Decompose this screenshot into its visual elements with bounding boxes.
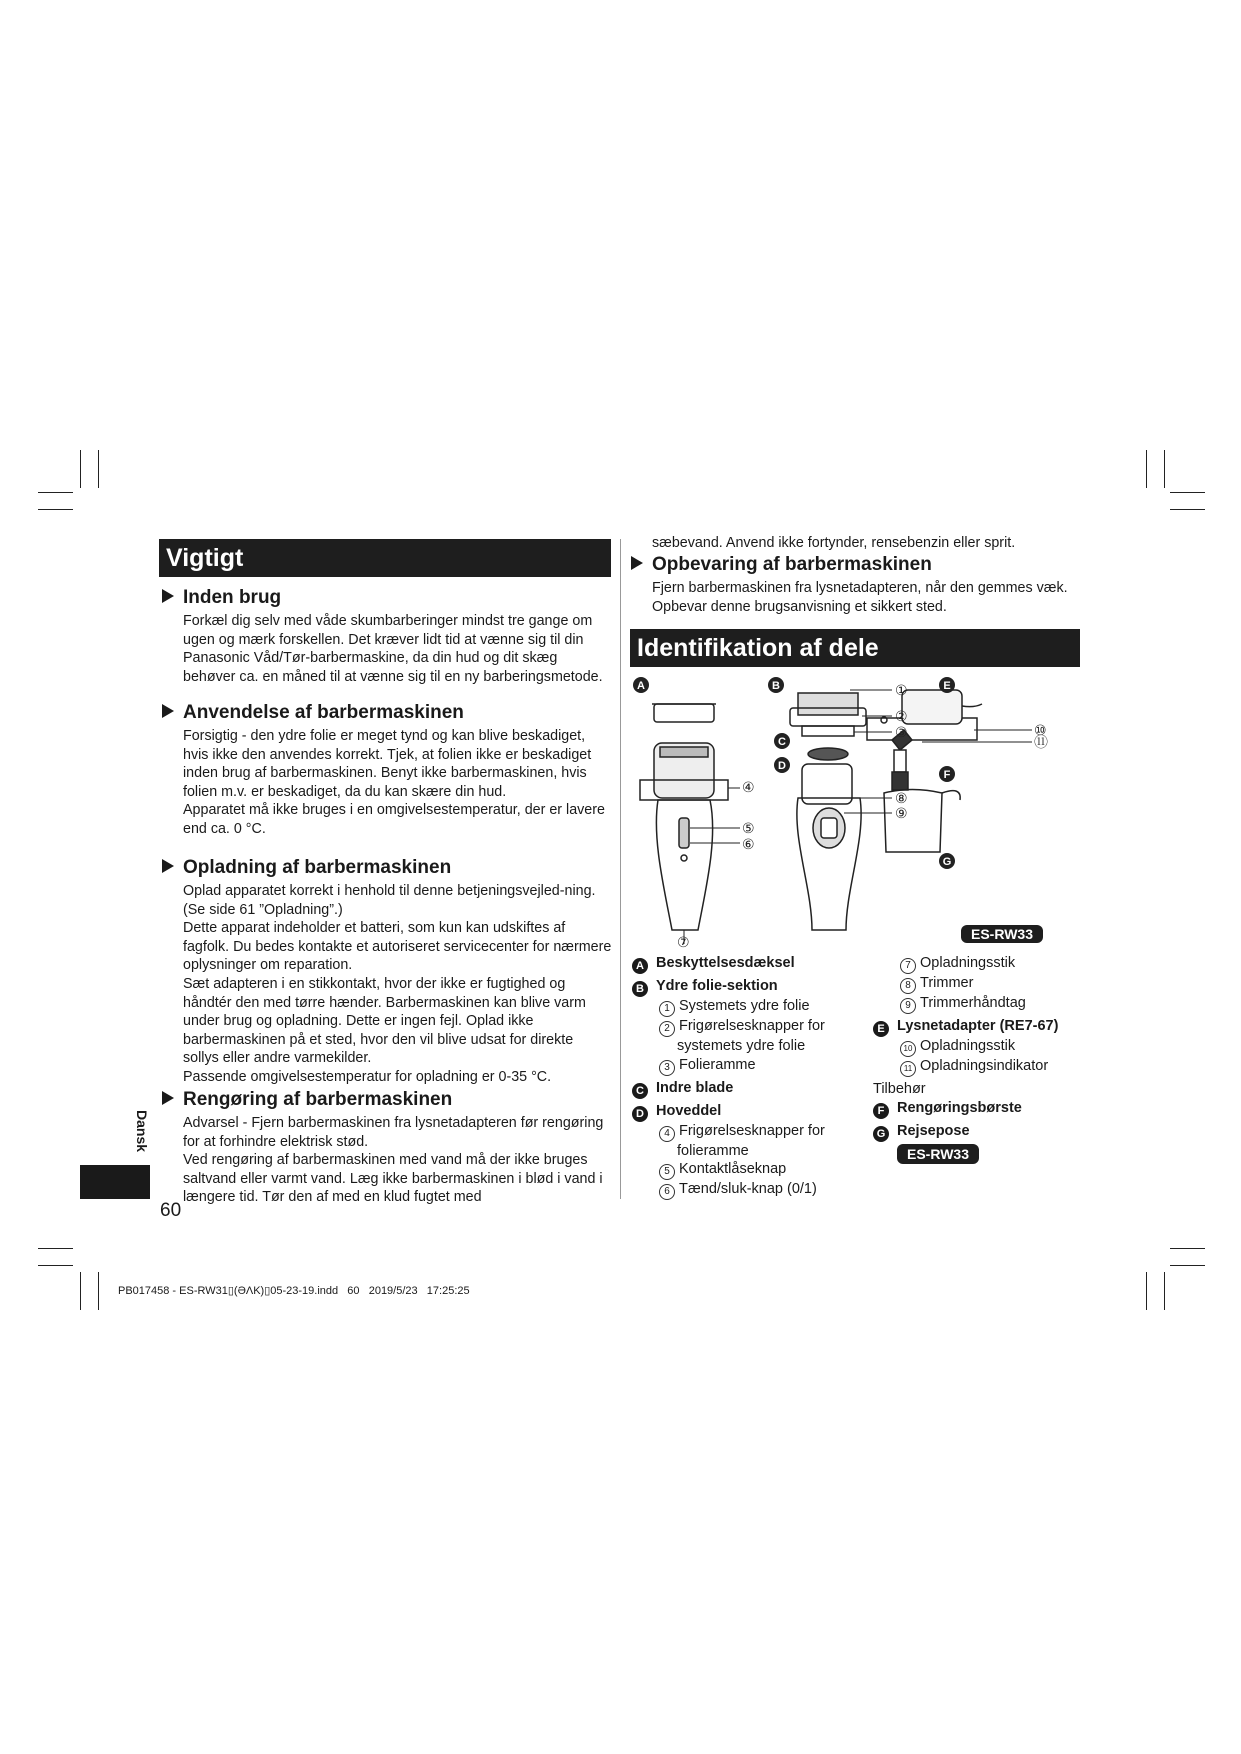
label-a xyxy=(633,677,649,693)
part-5: 5 Kontaktlåseknap xyxy=(632,1160,825,1180)
part-e: E Lysnetadapter (RE7-67) xyxy=(873,1017,1058,1037)
letter-a-icon: A xyxy=(632,958,648,974)
paragraph: Forkæl dig selv med våde skumbarberinger mindst tre gange om ugen og mærk forskellen. Det kræver lidt tid at vænne sig til din Panasonic Våd/Tør-barbermaskine, da din hud og dit skæg behøver ca. en måned til at vænne sig til en ny barberingsmetode. xyxy=(183,613,603,685)
letter-b-icon: B xyxy=(632,981,648,997)
label-2: ② xyxy=(895,709,908,725)
language-tab: Dansk xyxy=(134,1110,150,1153)
triangle-bullet-icon xyxy=(162,1091,174,1105)
protective-cover-illustration xyxy=(652,704,716,722)
column-divider xyxy=(620,539,621,1199)
label-9: ⑨ xyxy=(895,806,908,822)
svg-text:E: E xyxy=(943,680,951,692)
svg-text:B: B xyxy=(772,680,780,692)
letter-f-icon: F xyxy=(873,1103,889,1119)
paragraph: Sæt adapteren i en stikkontakt, hvor der ikke er fugtighed og håndtér den med tørre hænder. Barbermaskinen kan blive varm under brug og opladning. Dette er ingen fejl. Oplad ikke barbermaskinen på et sted, hvor den vil blive udsat for direkte sollys eller andre varmekilder. xyxy=(183,975,586,1067)
section-opladning xyxy=(162,857,612,1087)
label-10: ⑩ xyxy=(1034,723,1047,739)
part-g: G Rejsepose xyxy=(873,1122,1058,1142)
parts-list-2 xyxy=(873,954,1058,1164)
paragraph: Fjern barbermaskinen fra lysnetadapteren, når den gemmes væk. Opbevar denne brugsanvisning et sikkert sted. xyxy=(652,580,1068,615)
part-1: 1 Systemets ydre folie xyxy=(632,997,825,1017)
label-f xyxy=(939,766,955,782)
parts-diagram xyxy=(622,668,1082,948)
letter-e-icon: E xyxy=(873,1021,889,1037)
paragraph: Ved rengøring af barbermaskinen med vand må der ikke bruges saltvand eller varmt vand. Læg ikke barbermaskinen i blød i vand i længere tid. Tør den af med en klud fugtet med xyxy=(183,1152,603,1206)
letter-c-icon: C xyxy=(632,1083,648,1099)
label-b xyxy=(768,677,784,693)
label-11: ⑪ xyxy=(1034,735,1048,751)
section-anvendelse xyxy=(162,702,612,839)
paragraph: Advarsel - Fjern barbermaskinen fra lysnetadapteren før rengøring for at forhindre elektrisk stød. xyxy=(183,1115,604,1150)
triangle-bullet-icon xyxy=(631,556,643,570)
part-7: 7 Opladningsstik xyxy=(873,954,1058,974)
storage-section xyxy=(631,554,1081,616)
part-a: A Beskyttelsesdæksel xyxy=(632,954,825,974)
part-c: C Indre blade xyxy=(632,1079,825,1099)
inner-blade-illustration xyxy=(808,748,848,760)
paragraph: Oplad apparatet korrekt i henhold til denne betjeningsvejled-ning. (Se side 61 ”Opladning”.) xyxy=(183,883,596,918)
model-badge-diagram: ES-RW33 xyxy=(961,925,1043,944)
part-f: F Rengøringsbørste xyxy=(873,1099,1058,1119)
parts-list-1 xyxy=(632,954,825,1200)
triangle-bullet-icon xyxy=(162,704,174,718)
svg-text:C: C xyxy=(778,736,786,748)
section-header-identifikation: Identifikation af dele xyxy=(630,629,1080,667)
svg-text:F: F xyxy=(943,769,951,781)
triangle-bullet-icon xyxy=(162,859,174,873)
letter-g-icon: G xyxy=(873,1126,889,1142)
part-11: 11 Opladningsindikator xyxy=(873,1057,1058,1077)
subheading: Inden brug xyxy=(162,587,612,609)
part-4: 4 Frigørelsesknapper for xyxy=(632,1122,825,1142)
part-8: 8 Trimmer xyxy=(873,974,1058,994)
label-e xyxy=(939,677,955,693)
part-2-cont: systemets ydre folie xyxy=(677,1038,806,1054)
label-4: ④ xyxy=(742,780,755,796)
paragraph: Forsigtig - den ydre folie er meget tynd og kan blive beskadiget, hvis ikke den anvendes korrekt. Tjek, at folien ikke er beskadiget inden brug af barbermaskinen. Benyt ikke barbermaskinen, hvis folien m.v. er beskadiget, da du kan skære din hud. xyxy=(183,728,592,800)
part-2: 2 Frigørelsesknapper for xyxy=(632,1017,825,1037)
part-3: 3 Folieramme xyxy=(632,1056,825,1076)
section-rengoring xyxy=(162,1089,612,1207)
label-1: ① xyxy=(895,683,908,699)
part-d: D Hoveddel xyxy=(632,1102,825,1122)
shaver-front-illustration xyxy=(640,743,728,930)
svg-text:G: G xyxy=(942,856,952,868)
svg-text:D: D xyxy=(778,760,786,772)
part-4-cont: folieramme xyxy=(677,1142,749,1159)
continuation-text: sæbevand. Anvend ikke fortynder, rensebenzin eller sprit. xyxy=(652,535,1016,551)
label-7: ⑦ xyxy=(677,935,690,948)
subheading: Opladning af barbermaskinen xyxy=(162,857,612,879)
label-d xyxy=(774,757,790,773)
letter-d-icon: D xyxy=(632,1106,648,1122)
part-b: B Ydre folie-sektion xyxy=(632,977,825,997)
label-8: ⑧ xyxy=(895,791,908,807)
svg-text:A: A xyxy=(637,680,645,692)
label-g xyxy=(939,853,955,869)
paragraph: Passende omgivelsestemperatur for opladning er 0-35 °C. xyxy=(183,1068,552,1085)
triangle-bullet-icon xyxy=(162,589,174,603)
shaver-back-illustration xyxy=(797,764,861,930)
part-10: 10 Opladningsstik xyxy=(873,1037,1058,1057)
label-c xyxy=(774,733,790,749)
model-badge-list: ES-RW33 xyxy=(873,1144,1058,1165)
paragraph: Apparatet må ikke bruges i en omgivelsestemperatur, der er lavere end ca. 0 °C. xyxy=(183,802,605,837)
accessories-label: Tilbehør xyxy=(873,1081,926,1097)
section-header-vigtigt: Vigtigt xyxy=(159,539,611,577)
print-footer: PB017458 - ES-RW31▯(ƏɅK)▯05-23-19.indd 60 2019/5/23 17:25:25 xyxy=(118,1285,470,1297)
part-9: 9 Trimmerhåndtag xyxy=(873,994,1058,1014)
section-inden-brug xyxy=(162,587,612,686)
label-6: ⑥ xyxy=(742,837,755,853)
subheading: Anvendelse af barbermaskinen xyxy=(162,702,612,724)
subheading: Opbevaring af barbermaskinen xyxy=(631,554,1081,576)
label-3: ③ xyxy=(895,725,908,741)
page-number: 60 xyxy=(160,1200,182,1221)
paragraph: Dette apparat indeholder et batteri, som kun kan udskiftes af fagfolk. Du bedes kontakte et autoriseret servicecenter for nærmere oplysninger om reparation. xyxy=(183,920,612,974)
language-tab-block xyxy=(80,1165,150,1199)
part-6: 6 Tænd/sluk-knap (0/1) xyxy=(632,1180,825,1200)
label-5: ⑤ xyxy=(742,821,755,837)
outer-foil-section-illustration xyxy=(790,693,866,736)
subheading: Rengøring af barbermaskinen xyxy=(162,1089,612,1111)
